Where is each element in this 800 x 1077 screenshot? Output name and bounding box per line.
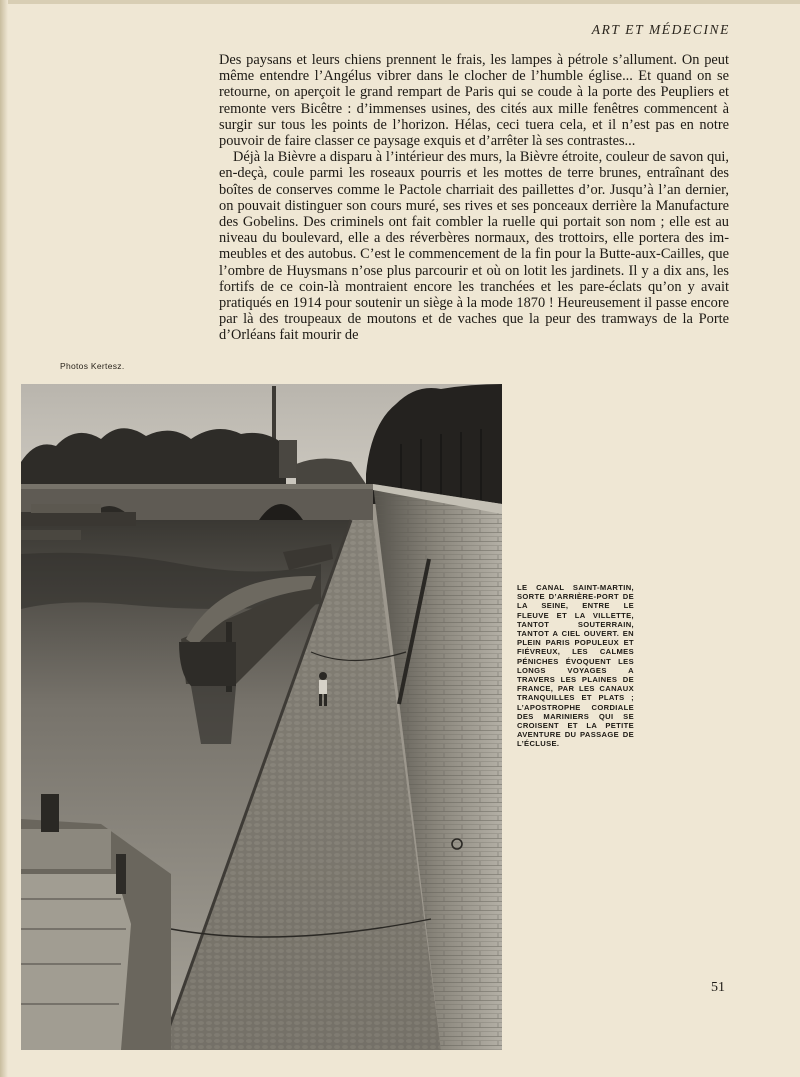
article-body xyxy=(219,52,729,344)
page-number: 51 xyxy=(711,980,725,995)
running-head: ART ET MÉDECINE xyxy=(591,22,730,37)
page-edge-top xyxy=(0,0,800,4)
page-edge-left xyxy=(0,0,8,1077)
article-paragraph: Déjà la Bièvre a disparu à l’intérieur des murs, la Bièvre étroite, couleur de savon qui, en-deçà, coule parmi les roseaux pourris et les mottes de terre brunes, entraînant des boîtes de conserves comme le Pactole charriait des paillettes d’or. Jusqu’à l’an dernier, on pouvait distinguer son cours muré, ses rives et ses ponceaux derrière la Manufacture des Gobelins. Des criminels ont fait combler la ruelle qui portait son nom ; elle est au niveau du boulevard, elle a des réverbères normaux, des trottoirs, elle portera des immeubles et des autobus. C’est le commencement de la fin pour la Butte-aux-Cailles, que l’ombre de Huysmans n’ose plus parcourir et où on lotit les jardinets. Il y a dix ans, les fortifs de ce coin-là montraient encore les tranchées et les pare-éclats qu’on y avait pratiqués en 1914 pour soutenir un siège à la mode 1870 ! Heureusement il passe encore par là des troupeaux de moutons et de vaches que la peur des tramways de la Porte d’Orléans fait mourir de xyxy=(219,149,729,344)
photo-credit: Photos Kertesz. xyxy=(60,361,125,371)
canal-photograph xyxy=(21,384,502,1050)
article-paragraph: Des paysans et leurs chiens prennent le frais, les lampes à pétrole s’allument. On peut même entendre l’Angélus vibrer dans le clocher de l’humble église... Et quand on se retourne, on aperçoit le grand rempart de Paris qui se coude à la porte des Peupliers et remonte vers Bicêtre : d’immenses usines, des cités aux mille fenêtres commencent à surgir sur tous les points de l’horizon. Hélas, ceci tuera cela, et il n’est pas en notre pouvoir de faire classer ce paysage exquis et d’arrêter là ses contrastes... xyxy=(219,52,729,150)
photo-caption: LE CANAL SAINT-MARTIN, SORTE D’ARRIÈRE-PORT DE LA SEINE, ENTRE LE FLEUVE ET LA VILLETTE, TANTOT SOUTERRAIN, TANTOT A CIEL OUVERT. EN PLEIN PARIS POPULEUX ET FIÉVREUX, LES CALMES PÉNICHES ÉVOQUENT LES LONGS VOYAGES A TRAVERS LES PLAINES DE FRANCE, PAR LES CANAUX TRANQUILLES ET PLATS ; L’APOSTROPHE CORDIALE DES MARINIERS QUI SE CROISENT ET LA PETITE AVENTURE DU PASSAGE DE L’ÉCLUSE. xyxy=(517,583,634,749)
